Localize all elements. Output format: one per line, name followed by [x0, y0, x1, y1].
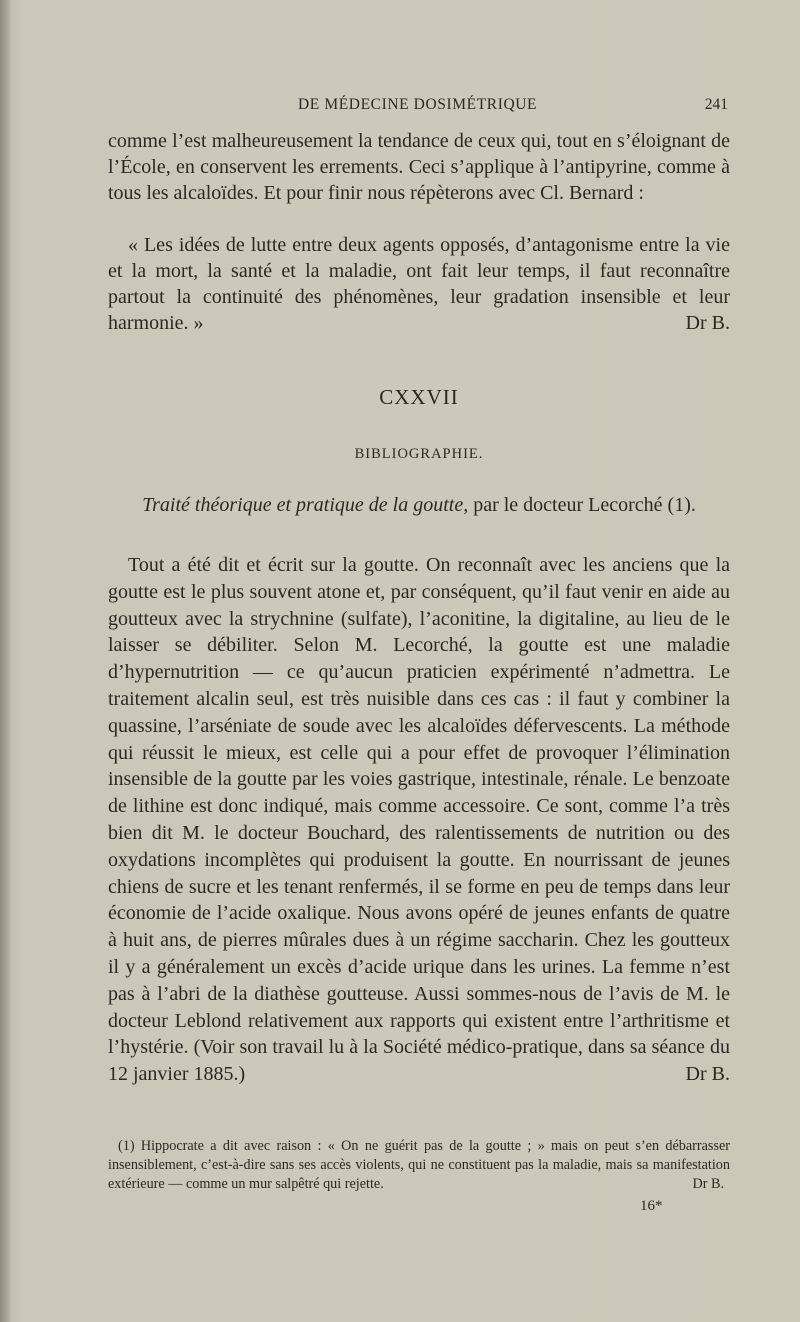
body-text: Tout a été dit et écrit sur la goutte. On reconnaît avec les anciens que la goutte est le plus souvent atone et, par conséquent, qu’il faut venir en aide au goutteux avec la strychnine (sulfate), l’aconitine, la digitaline, au lieu de le laisser se débiliter. Selon M. Lecorché, la goutte est une maladie d’hypernutrition — ce qu’aucun praticien expérimenté n’admettra. Le traitement alcalin seul, est très nuisible dans ces cas : il faut y combiner la quassine, l’arséniate de soude avec les alcaloïdes défervescents. La méthode qui réussit le mieux, est celle qui a pour effet de provoquer l’élimination insensible de la goutte par les voies gastrique, intestinale, rénale. Le benzoate de lithine est donc indiqué, mais comme accessoire. Ce sont, comme l’a très bien dit M. le docteur Bouchard, des ralentissements de nutrition ou des oxydations incomplètes qui produisent la goutte. En nourrissant de jeunes chiens de sucre et les tenant renfermés, il se forme en peu de temps dans leur économie de l’acide oxalique. Nous avons opéré de jeunes enfants de quatre à huit ans, de pierres mûrales dues à un régime saccharin. Chez les goutteux il y a généralement un excès d’acide urique dans les urines. La femme n’est pas à l’abri de la diathèse goutteuse. Aussi sommes-nous de l’avis de M. le docteur Leblond relativement aux rapports qui existent entre l’arthritisme et l’hystérie. (Voir son travail lu à la Société médico-pratique, dans sa séance du 12 janvier 1885.) [108, 554, 730, 1086]
body-paragraph [108, 552, 730, 1088]
book-author: par le docteur Lecorché (1). [473, 494, 696, 516]
signature-mark: 16* [640, 1198, 663, 1214]
quote-paragraph [108, 232, 730, 336]
book-spine-shadow [0, 0, 10, 1322]
book-reference [108, 494, 730, 517]
book-title: Traité théorique et pratique de la goutte, [142, 494, 469, 516]
footnote [108, 1137, 730, 1194]
running-head [108, 96, 728, 120]
footnote-signature: Dr B. [692, 1176, 724, 1192]
quote-text: « Les idées de lutte entre deux agents opposés, d’antagonisme entre la vie et la mort, la santé et la maladie, ont fait leur temps, il faut reconnaître partout la continuité des phénomènes, leur gradation insensible et leur harmonie. » [108, 234, 730, 334]
section-title: BIBLIOGRAPHIE. [354, 446, 484, 462]
section-number: CXXVII [379, 385, 459, 409]
page-number: 241 [704, 96, 728, 113]
running-title: DE MÉDECINE DOSIMÉTRIQUE [298, 96, 538, 113]
intro-paragraph: comme l’est malheureusement la tendance de ceux qui, tout en s’éloignant de l’École, en conservent les errements. Ceci s’applique à l’antipyrine, comme à tous les alcaloïdes. Et pour finir nous répèterons avec Cl. Bernard : [108, 130, 730, 204]
body-signature: Dr B. [685, 1063, 730, 1086]
footnote-text: (1) Hippocrate a dit avec raison : « On ne guérit pas de la goutte ; » mais on peut s’en débarrasser insensiblement, c’est-à-dire sans ses accès violents, qui ne constituent pas la maladie, mais sa manifestation extérieure — comme un mur salpêtré qui rejette. [108, 1138, 730, 1192]
intro-signature: Dr B. [685, 312, 730, 334]
